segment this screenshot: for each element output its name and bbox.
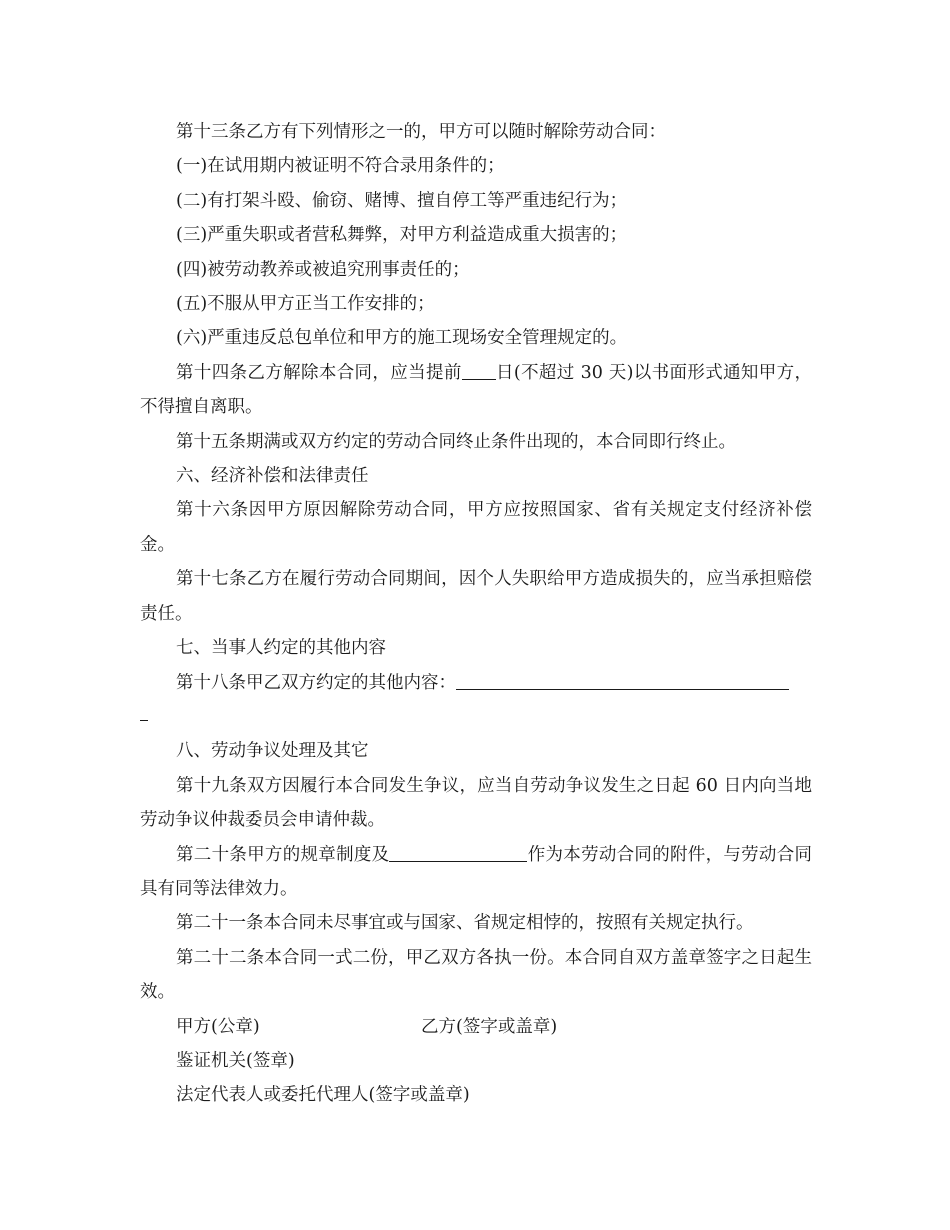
- section-8-heading: 八、劳动争议处理及其它: [176, 741, 369, 762]
- section-7-heading: 七、当事人约定的其他内容: [176, 638, 386, 659]
- article-18-text: 第十八条甲乙双方约定的其他内容：: [176, 672, 456, 693]
- article-21: 第二十一条本合同未尽事宜或与国家、省规定相悖的，按照有关规定执行。: [176, 913, 754, 934]
- party-a-seal-label: 甲方(公章): [176, 1016, 260, 1037]
- article-14: [140, 356, 812, 425]
- document-body: [140, 115, 812, 1113]
- article-15: 第十五条期满或双方约定的劳动合同终止条件出现的，本合同即行终止。: [176, 431, 736, 452]
- article-13-item-2: (二)有打架斗殴、偷窃、赌博、擅自停工等严重违纪行为；: [176, 190, 628, 211]
- attachment-blank[interactable]: [389, 843, 527, 862]
- other-terms-blank-continuation: [140, 700, 150, 734]
- article-13: 第十三条乙方有下列情形之一的，甲方可以随时解除劳动合同：: [176, 122, 666, 142]
- section-6-heading: 六、经济补偿和法律责任: [176, 466, 369, 487]
- article-17: 第十七条乙方在履行劳动合同期间，因个人失职给甲方造成损失的，应当承担赔偿责任。: [140, 569, 812, 624]
- article-20-text-before: 第二十条甲方的规章制度及: [176, 844, 390, 865]
- party-b-signature-label: 乙方(签字或盖章): [421, 1016, 558, 1037]
- signature-row-parties: [140, 1010, 812, 1044]
- notice-days-blank[interactable]: [462, 361, 496, 380]
- article-14-text-before: 第十四条乙方解除本合同，应当提前: [176, 362, 462, 383]
- article-13-item-6: (六)严重违反总包单位和甲方的施工现场安全管理规定的。: [176, 328, 628, 349]
- legal-representative-label: 法定代表人或委托代理人(签字或盖章): [176, 1085, 470, 1106]
- article-22: 第二十二条本合同一式二份，甲乙双方各执一份。本合同自双方盖章签字之日起生效。: [140, 947, 812, 1003]
- other-terms-blank[interactable]: [456, 671, 789, 690]
- verifier-seal-label: 鉴证机关(签章): [176, 1050, 295, 1071]
- article-16: 第十六条因甲方原因解除劳动合同，甲方应按照国家、省有关规定支付经济补偿金。: [140, 500, 812, 555]
- article-20-text-after: 作为本劳动合同的附件，与劳动合同具有同等法律效力。: [140, 844, 813, 899]
- article-13-item-5: (五)不服从甲方正当工作安排的；: [176, 294, 435, 315]
- article-20: [140, 838, 812, 907]
- article-18: [140, 666, 812, 700]
- article-13-item-4: (四)被劳动教养或被追究刑事责任的；: [176, 259, 470, 280]
- article-13-item-1: (一)在试用期内被证明不符合录用条件的；: [176, 156, 505, 177]
- article-14-text-after: 日(不超过 30 天)以书面形式通知甲方，不得擅自离职。: [140, 362, 812, 418]
- article-13-item-3: (三)严重失职或者营私舞弊，对甲方利益造成重大损害的；: [176, 225, 628, 246]
- article-19: 第十九条双方因履行本合同发生争议，应当自劳动争议发生之日起 60 日内向当地劳动争议仲裁委员会申请仲裁。: [140, 775, 812, 831]
